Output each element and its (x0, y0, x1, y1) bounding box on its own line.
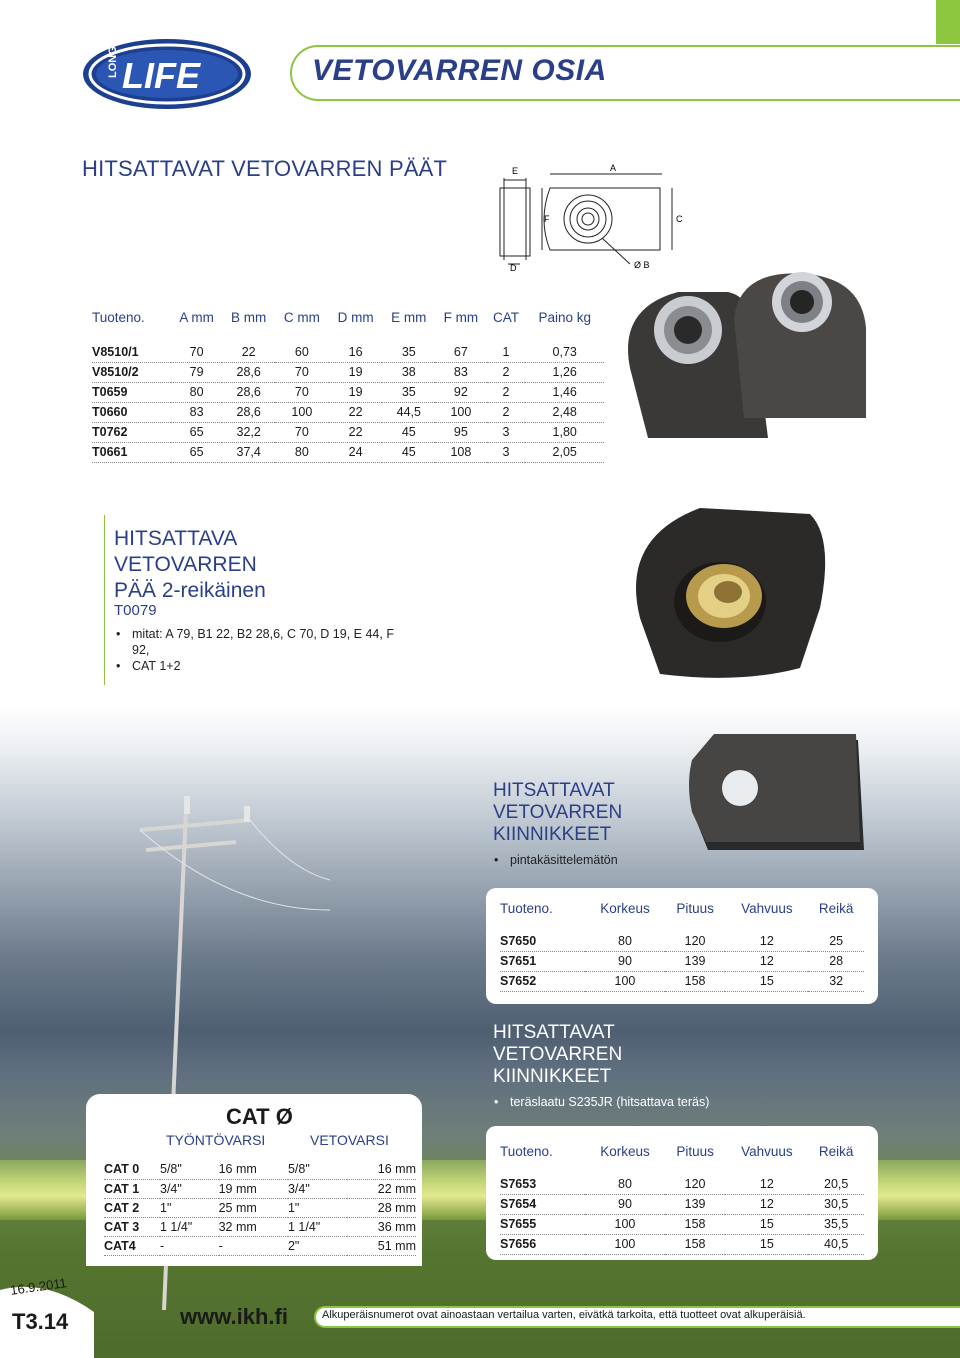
col-header: C mm (283, 309, 320, 325)
cell: 22 (329, 422, 383, 442)
cell: 16 mm (219, 1160, 288, 1179)
col-header: Reikä (818, 1143, 854, 1159)
cell: 40,5 (808, 1234, 864, 1254)
cell: 22 (222, 342, 275, 362)
svg-text:E: E (512, 166, 519, 176)
title-line: HITSATTAVAT (493, 780, 615, 801)
cell: 20,5 (808, 1174, 864, 1194)
cell: 3 (487, 422, 526, 442)
product-code: S7651 (500, 951, 585, 971)
col-header: Korkeus (600, 1143, 650, 1159)
cell: 158 (665, 1234, 725, 1254)
cell: 120 (665, 1174, 725, 1194)
cat-code: CAT 2 (104, 1198, 160, 1217)
title-line: VETOVARREN (493, 802, 623, 823)
section-title-brackets-steel (493, 1022, 622, 1088)
cell: 28,6 (222, 402, 275, 422)
cell: 3 (487, 442, 526, 462)
table-row (500, 971, 864, 991)
cell: 15 (725, 1234, 808, 1254)
product-code: T0762 (92, 422, 171, 442)
cell: 80 (585, 931, 665, 951)
weld-ends-table (92, 306, 604, 463)
cell: 44,5 (382, 402, 435, 422)
table-row (500, 931, 864, 951)
table-row (92, 362, 604, 382)
product-code: T0660 (92, 402, 171, 422)
svg-text:F: F (544, 214, 550, 224)
cell: 100 (275, 402, 329, 422)
product-code: S7650 (500, 931, 585, 951)
cell: 83 (171, 402, 223, 422)
cat-table (104, 1160, 416, 1256)
spec-item: • mitat: A 79, B1 22, B2 28,6, C 70, D 19, E 44, F 92, (116, 626, 396, 658)
section-title-brackets-raw (493, 780, 622, 846)
cell: 3/4" (288, 1179, 347, 1198)
cell: 65 (171, 422, 223, 442)
cell: 19 (329, 382, 383, 402)
cell: 38 (382, 362, 435, 382)
cat-code: CAT4 (104, 1236, 160, 1255)
cell: 100 (435, 402, 487, 422)
print-date: 16.9.2011 (9, 1275, 68, 1298)
cell: 36 mm (347, 1217, 416, 1236)
product-code: T0079 (114, 602, 157, 619)
cell: 45 (382, 422, 435, 442)
svg-text:LONG: LONG (107, 46, 119, 78)
cat-code: CAT 1 (104, 1179, 160, 1198)
col-header: CAT (493, 309, 520, 325)
cell: 5/8" (160, 1160, 219, 1179)
col-header: Pituus (676, 900, 714, 916)
table-row (92, 402, 604, 422)
title-line: PÄÄ 2-reikäinen (114, 579, 266, 602)
cell: 5/8" (288, 1160, 347, 1179)
cell: 90 (585, 951, 665, 971)
col-header: Vahvuus (741, 1143, 793, 1159)
cell: 37,4 (222, 442, 275, 462)
table-row (92, 442, 604, 462)
col-header: F mm (443, 309, 479, 325)
col-header: Tuoteno. (500, 1143, 553, 1159)
table-row (92, 382, 604, 402)
cell: 80 (275, 442, 329, 462)
cell: 32,2 (222, 422, 275, 442)
cell: 70 (275, 362, 329, 382)
table-row (500, 1234, 864, 1254)
cell: 16 (329, 342, 383, 362)
table-row (92, 342, 604, 362)
cell: 60 (275, 342, 329, 362)
product-code: V8510/2 (92, 362, 171, 382)
cell: 28,6 (222, 362, 275, 382)
cell: 139 (665, 951, 725, 971)
col-header: B mm (231, 309, 267, 325)
col-header: Reikä (818, 900, 854, 916)
top-green-tab (936, 0, 960, 44)
dimension-diagram (490, 160, 690, 272)
footer-disclaimer: Alkuperäisnumerot ovat ainoastaan vertailua varten, eivätkä tarkoita, että tuotteet ovat alkuperäisiä. (322, 1309, 806, 1321)
cell: 1" (160, 1198, 219, 1217)
cell: 35 (382, 382, 435, 402)
cell: 32 (808, 971, 864, 991)
svg-text:LIFE: LIFE (122, 55, 200, 96)
col-header-pull-arm: VETOVARSI (310, 1132, 389, 1148)
table-row (104, 1217, 416, 1236)
col-header: Paino kg (538, 309, 591, 325)
cell: 2 (487, 362, 526, 382)
cell: 120 (665, 931, 725, 951)
svg-text:D: D (510, 263, 517, 272)
brackets-table-raw (500, 897, 864, 992)
cell: 79 (171, 362, 223, 382)
cell: 35 (382, 342, 435, 362)
cell: 83 (435, 362, 487, 382)
cell: 80 (171, 382, 223, 402)
cell: 2,05 (525, 442, 604, 462)
cell: 45 (382, 442, 435, 462)
table-row (500, 951, 864, 971)
page-code: T3.14 (12, 1309, 69, 1334)
cell: 2" (288, 1236, 347, 1255)
col-header: A mm (179, 309, 214, 325)
svg-text:A: A (610, 163, 617, 173)
col-header: E mm (391, 309, 427, 325)
cell: 100 (585, 971, 665, 991)
cell: 28 mm (347, 1198, 416, 1217)
cell: 12 (725, 951, 808, 971)
cell: 139 (665, 1194, 725, 1214)
cell: 19 mm (219, 1179, 288, 1198)
page-title: VETOVARREN OSIA (312, 54, 607, 87)
cell: 16 mm (347, 1160, 416, 1179)
title-line: VETOVARREN (114, 553, 257, 576)
cell: 25 (808, 931, 864, 951)
table-row (104, 1198, 416, 1217)
svg-text:Ø B: Ø B (634, 260, 650, 270)
brackets-table-steel (500, 1140, 864, 1255)
spec-item: • CAT 1+2 (116, 658, 396, 674)
col-header: Tuoteno. (92, 309, 145, 325)
cell: - (219, 1236, 288, 1255)
cell: 1,46 (525, 382, 604, 402)
two-hole-end-photo (620, 498, 840, 684)
cell: 51 mm (347, 1236, 416, 1255)
cell: 0,73 (525, 342, 604, 362)
cell: 70 (275, 382, 329, 402)
cell: 15 (725, 971, 808, 991)
cell: 24 (329, 442, 383, 462)
col-header: D mm (337, 309, 374, 325)
weld-end-photo (618, 268, 878, 448)
col-header: Pituus (676, 1143, 714, 1159)
cell: 19 (329, 362, 383, 382)
cell: 3/4" (160, 1179, 219, 1198)
mounting-plate-photo (688, 732, 870, 852)
cat-code: CAT 3 (104, 1217, 160, 1236)
col-header: Korkeus (600, 900, 650, 916)
cell: 1,80 (525, 422, 604, 442)
cell: 158 (665, 971, 725, 991)
cell: 28,6 (222, 382, 275, 402)
cell: - (160, 1236, 219, 1255)
cell: 28 (808, 951, 864, 971)
longlife-logo (82, 38, 252, 110)
cell: 108 (435, 442, 487, 462)
cell: 1" (288, 1198, 347, 1217)
cell: 15 (725, 1214, 808, 1234)
cell: 92 (435, 382, 487, 402)
cell: 1,26 (525, 362, 604, 382)
cell: 12 (725, 931, 808, 951)
cell: 158 (665, 1214, 725, 1234)
cell: 65 (171, 442, 223, 462)
spec-list (494, 1094, 794, 1110)
section-title-2-hole (114, 526, 266, 604)
cell: 2 (487, 382, 526, 402)
product-code: T0661 (92, 442, 171, 462)
cat-code: CAT 0 (104, 1160, 160, 1179)
cell: 67 (435, 342, 487, 362)
table-row (104, 1160, 416, 1179)
cell: 100 (585, 1214, 665, 1234)
cell: 2 (487, 402, 526, 422)
cell: 12 (725, 1194, 808, 1214)
cell: 80 (585, 1174, 665, 1194)
spec-item: • teräslaatu S235JR (hitsattava teräs) (494, 1094, 794, 1110)
cell: 30,5 (808, 1194, 864, 1214)
table-row (92, 422, 604, 442)
section-title-welded-ends: HITSATTAVAT VETOVARREN PÄÄT (82, 156, 448, 181)
cell: 35,5 (808, 1214, 864, 1234)
title-line: HITSATTAVA (114, 527, 238, 550)
cell: 1 (487, 342, 526, 362)
table-row (500, 1174, 864, 1194)
product-code: S7656 (500, 1234, 585, 1254)
product-code: S7654 (500, 1194, 585, 1214)
col-header: Tuoteno. (500, 900, 553, 916)
cat-title: CAT Ø (226, 1104, 293, 1129)
col-header: Vahvuus (741, 900, 793, 916)
product-code: S7655 (500, 1214, 585, 1234)
website-link[interactable]: www.ikh.fi (180, 1304, 288, 1329)
cell: 70 (275, 422, 329, 442)
table-row (500, 1194, 864, 1214)
title-line: KIINNIKKEET (493, 824, 612, 845)
col-header-push-arm: TYÖNTÖVARSI (166, 1132, 266, 1148)
cell: 22 mm (347, 1179, 416, 1198)
cell: 100 (585, 1234, 665, 1254)
product-code: V8510/1 (92, 342, 171, 362)
cell: 90 (585, 1194, 665, 1214)
cell: 95 (435, 422, 487, 442)
table-row (104, 1179, 416, 1198)
product-code: T0659 (92, 382, 171, 402)
cell: 70 (171, 342, 223, 362)
spec-item: • pintakäsittelemätön (494, 852, 794, 868)
svg-text:C: C (676, 214, 683, 224)
title-line: VETOVARREN (493, 1044, 623, 1065)
product-code: S7652 (500, 971, 585, 991)
title-line: KIINNIKKEET (493, 1066, 612, 1087)
section-divider-line (104, 515, 105, 685)
title-line: HITSATTAVAT (493, 1022, 615, 1043)
cell: 12 (725, 1174, 808, 1194)
cell: 2,48 (525, 402, 604, 422)
cell: 1 1/4" (160, 1217, 219, 1236)
table-row (104, 1236, 416, 1255)
cell: 22 (329, 402, 383, 422)
cell: 32 mm (219, 1217, 288, 1236)
table-row (500, 1214, 864, 1234)
spec-list (494, 852, 794, 868)
product-code: S7653 (500, 1174, 585, 1194)
cell: 1 1/4" (288, 1217, 347, 1236)
cell: 25 mm (219, 1198, 288, 1217)
spec-list (116, 626, 396, 674)
